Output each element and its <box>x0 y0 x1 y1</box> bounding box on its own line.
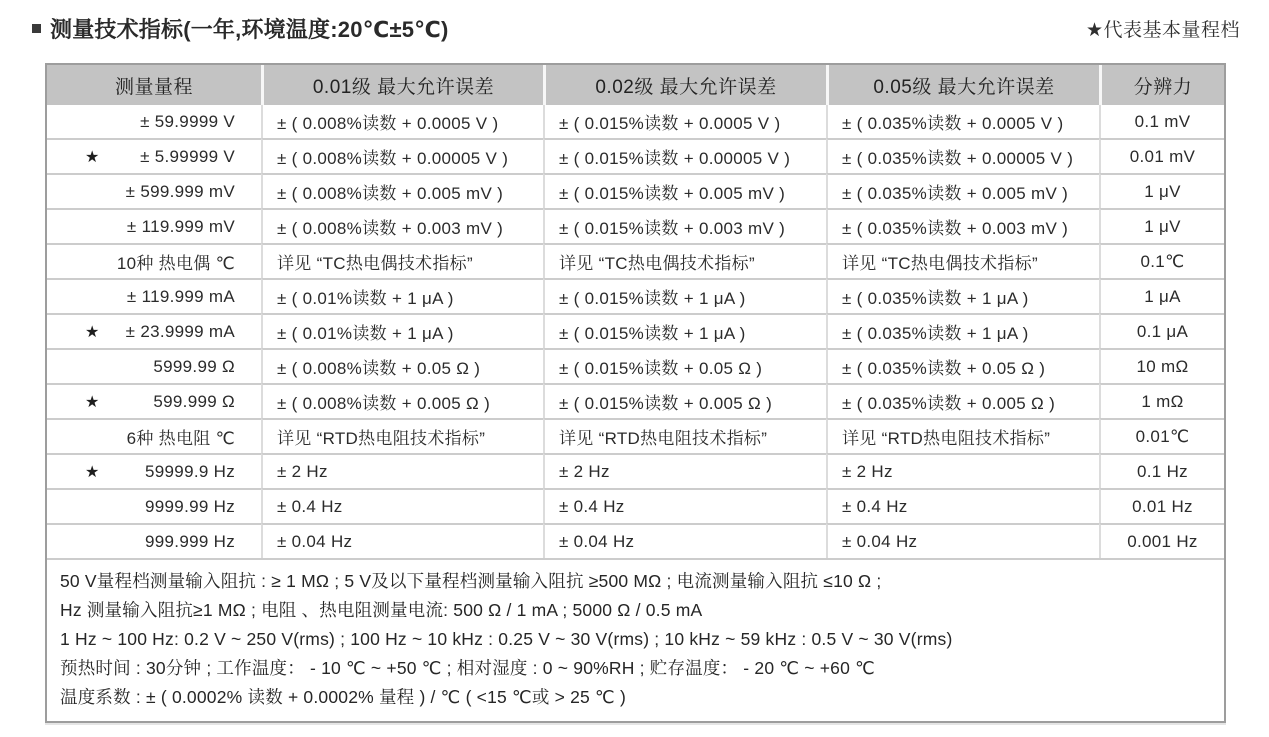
footnote-line: 1 Hz ~ 100 Hz: 0.2 V ~ 250 V(rms) ; 100 Hz ~ 10 kHz : 0.25 V ~ 30 V(rms) ; 10 kHz ~ 59 kHz : 0.5 V ~ 30 V(rms) <box>60 629 953 649</box>
resolution-cell: 1 μV <box>1099 173 1224 208</box>
accuracy-001-cell: ± 2 Hz <box>261 453 543 488</box>
accuracy-002-cell: ± 0.04 Hz <box>543 523 826 558</box>
accuracy-005-cell: ± ( 0.035%读数 + 0.0005 V ) <box>826 105 1099 138</box>
accuracy-001-cell: ± ( 0.008%读数 + 0.0005 V ) <box>261 105 543 138</box>
accuracy-005-cell: ± ( 0.035%读数 + 0.005 mV ) <box>826 173 1099 208</box>
accuracy-001-cell: 详见 “TC热电偶技术指标” <box>261 243 543 278</box>
table-row <box>47 348 1224 383</box>
accuracy-005-cell: 详见 “RTD热电阻技术指标” <box>826 418 1099 453</box>
accuracy-001-cell: ± 0.04 Hz <box>261 523 543 558</box>
accuracy-001-cell: ± ( 0.008%读数 + 0.003 mV ) <box>261 208 543 243</box>
accuracy-001-cell: ± ( 0.008%读数 + 0.00005 V ) <box>261 138 543 173</box>
accuracy-005-cell: 详见 “TC热电偶技术指标” <box>826 243 1099 278</box>
accuracy-001-cell: ± ( 0.01%读数 + 1 μA ) <box>261 278 543 313</box>
range-cell: ± 119.999 mA <box>47 278 261 313</box>
accuracy-001-cell: ± ( 0.008%读数 + 0.05 Ω ) <box>261 348 543 383</box>
resolution-cell: 0.1 Hz <box>1099 453 1224 488</box>
table-row <box>47 173 1224 208</box>
spec-table-body <box>47 105 1224 558</box>
basic-range-star-icon: ★ <box>85 393 100 411</box>
page-title: 测量技术指标(一年,环境温度:20℃±5℃) <box>50 16 449 42</box>
range-cell: ± 119.999 mV <box>47 208 261 243</box>
range-cell: 5999.99 Ω <box>47 348 261 383</box>
accuracy-002-cell: ± ( 0.015%读数 + 1 μA ) <box>543 313 826 348</box>
accuracy-002-cell: ± ( 0.015%读数 + 0.0005 V ) <box>543 105 826 138</box>
table-row <box>47 278 1224 313</box>
accuracy-005-cell: ± ( 0.035%读数 + 0.003 mV ) <box>826 208 1099 243</box>
header-accuracy-002: 0.02级 最大允许误差 <box>543 65 826 105</box>
header-row <box>47 65 1224 105</box>
footnote-line: Hz 测量输入阻抗≥1 MΩ ; 电阻 、热电阻测量电流: 500 Ω / 1 mA ; 5000 Ω / 0.5 mA <box>60 600 703 620</box>
accuracy-002-cell: ± ( 0.015%读数 + 0.005 Ω ) <box>543 383 826 418</box>
range-cell: ± 599.999 mV <box>47 173 261 208</box>
basic-range-star-icon: ★ <box>85 148 100 166</box>
header-resolution: 分辨力 <box>1099 65 1224 105</box>
accuracy-001-cell: ± ( 0.008%读数 + 0.005 mV ) <box>261 173 543 208</box>
table-row <box>47 208 1224 243</box>
accuracy-005-cell: ± 2 Hz <box>826 453 1099 488</box>
table-row <box>47 105 1224 138</box>
table-row <box>47 138 1224 173</box>
accuracy-005-cell: ± ( 0.035%读数 + 1 μA ) <box>826 278 1099 313</box>
header-accuracy-001: 0.01级 最大允许误差 <box>261 65 543 105</box>
range-cell: ± 59.9999 V <box>47 105 261 138</box>
resolution-cell: 1 μA <box>1099 278 1224 313</box>
footnote-line: 50 V量程档测量输入阻抗 : ≥ 1 MΩ ; 5 V及以下量程档测量输入阻抗 ≥500 MΩ ; 电流测量输入阻抗 ≤10 Ω ; <box>60 571 882 591</box>
table-row <box>47 523 1224 558</box>
range-cell: 999.999 Hz <box>47 523 261 558</box>
accuracy-001-cell: ± 0.4 Hz <box>261 488 543 523</box>
footnotes-section <box>47 558 1224 721</box>
resolution-cell: 0.001 Hz <box>1099 523 1224 558</box>
basic-range-star-icon: ★ <box>85 463 100 481</box>
spec-table-container <box>45 63 1226 723</box>
range-cell: 10种 热电偶 ℃ <box>47 243 261 278</box>
spec-table-header <box>47 65 1224 105</box>
accuracy-002-cell: ± 2 Hz <box>543 453 826 488</box>
header-accuracy-005: 0.05级 最大允许误差 <box>826 65 1099 105</box>
table-row <box>47 488 1224 523</box>
resolution-cell: 0.01 mV <box>1099 138 1224 173</box>
title-bar <box>32 10 1240 46</box>
range-cell: ± 23.9999 mA ★ <box>47 313 261 348</box>
accuracy-005-cell: ± ( 0.035%读数 + 1 μA ) <box>826 313 1099 348</box>
accuracy-005-cell: ± 0.04 Hz <box>826 523 1099 558</box>
range-cell: ± 5.99999 V ★ <box>47 138 261 173</box>
accuracy-002-cell: 详见 “RTD热电阻技术指标” <box>543 418 826 453</box>
range-cell: 9999.99 Hz <box>47 488 261 523</box>
spec-table <box>47 65 1224 558</box>
resolution-cell: 0.01℃ <box>1099 418 1224 453</box>
accuracy-002-cell: ± ( 0.015%读数 + 0.005 mV ) <box>543 173 826 208</box>
accuracy-002-cell: ± 0.4 Hz <box>543 488 826 523</box>
accuracy-002-cell: ± ( 0.015%读数 + 1 μA ) <box>543 278 826 313</box>
accuracy-001-cell: ± ( 0.008%读数 + 0.005 Ω ) <box>261 383 543 418</box>
star-legend-note: ★代表基本量程档 <box>1085 19 1240 41</box>
accuracy-002-cell: ± ( 0.015%读数 + 0.05 Ω ) <box>543 348 826 383</box>
accuracy-001-cell: ± ( 0.01%读数 + 1 μA ) <box>261 313 543 348</box>
accuracy-005-cell: ± ( 0.035%读数 + 0.005 Ω ) <box>826 383 1099 418</box>
footnote-line: 温度系数 : ± ( 0.0002% 读数 + 0.0002% 量程 ) / ℃ ( <15 ℃或 > 25 ℃ ) <box>60 687 626 707</box>
accuracy-002-cell: 详见 “TC热电偶技术指标” <box>543 243 826 278</box>
table-row <box>47 243 1224 278</box>
title-group <box>32 13 449 44</box>
accuracy-002-cell: ± ( 0.015%读数 + 0.003 mV ) <box>543 208 826 243</box>
square-bullet-icon <box>32 24 41 33</box>
table-row <box>47 383 1224 418</box>
footnote-line: 预热时间 : 30分钟 ; 工作温度： - 10 ℃ ~ +50 ℃ ; 相对湿度 : 0 ~ 90%RH ; 贮存温度： - 20 ℃ ~ +60 ℃ <box>60 658 875 678</box>
resolution-cell: 0.1 mV <box>1099 105 1224 138</box>
range-cell: 6种 热电阻 ℃ <box>47 418 261 453</box>
resolution-cell: 0.1℃ <box>1099 243 1224 278</box>
accuracy-005-cell: ± 0.4 Hz <box>826 488 1099 523</box>
range-cell: 59999.9 Hz ★ <box>47 453 261 488</box>
table-row <box>47 453 1224 488</box>
range-cell: 599.999 Ω ★ <box>47 383 261 418</box>
table-row <box>47 313 1224 348</box>
resolution-cell: 0.01 Hz <box>1099 488 1224 523</box>
resolution-cell: 1 mΩ <box>1099 383 1224 418</box>
resolution-cell: 10 mΩ <box>1099 348 1224 383</box>
accuracy-002-cell: ± ( 0.015%读数 + 0.00005 V ) <box>543 138 826 173</box>
basic-range-star-icon: ★ <box>85 323 100 341</box>
table-row <box>47 418 1224 453</box>
accuracy-005-cell: ± ( 0.035%读数 + 0.05 Ω ) <box>826 348 1099 383</box>
resolution-cell: 1 μV <box>1099 208 1224 243</box>
resolution-cell: 0.1 μA <box>1099 313 1224 348</box>
header-range: 测量量程 <box>47 65 261 105</box>
accuracy-005-cell: ± ( 0.035%读数 + 0.00005 V ) <box>826 138 1099 173</box>
accuracy-001-cell: 详见 “RTD热电阻技术指标” <box>261 418 543 453</box>
